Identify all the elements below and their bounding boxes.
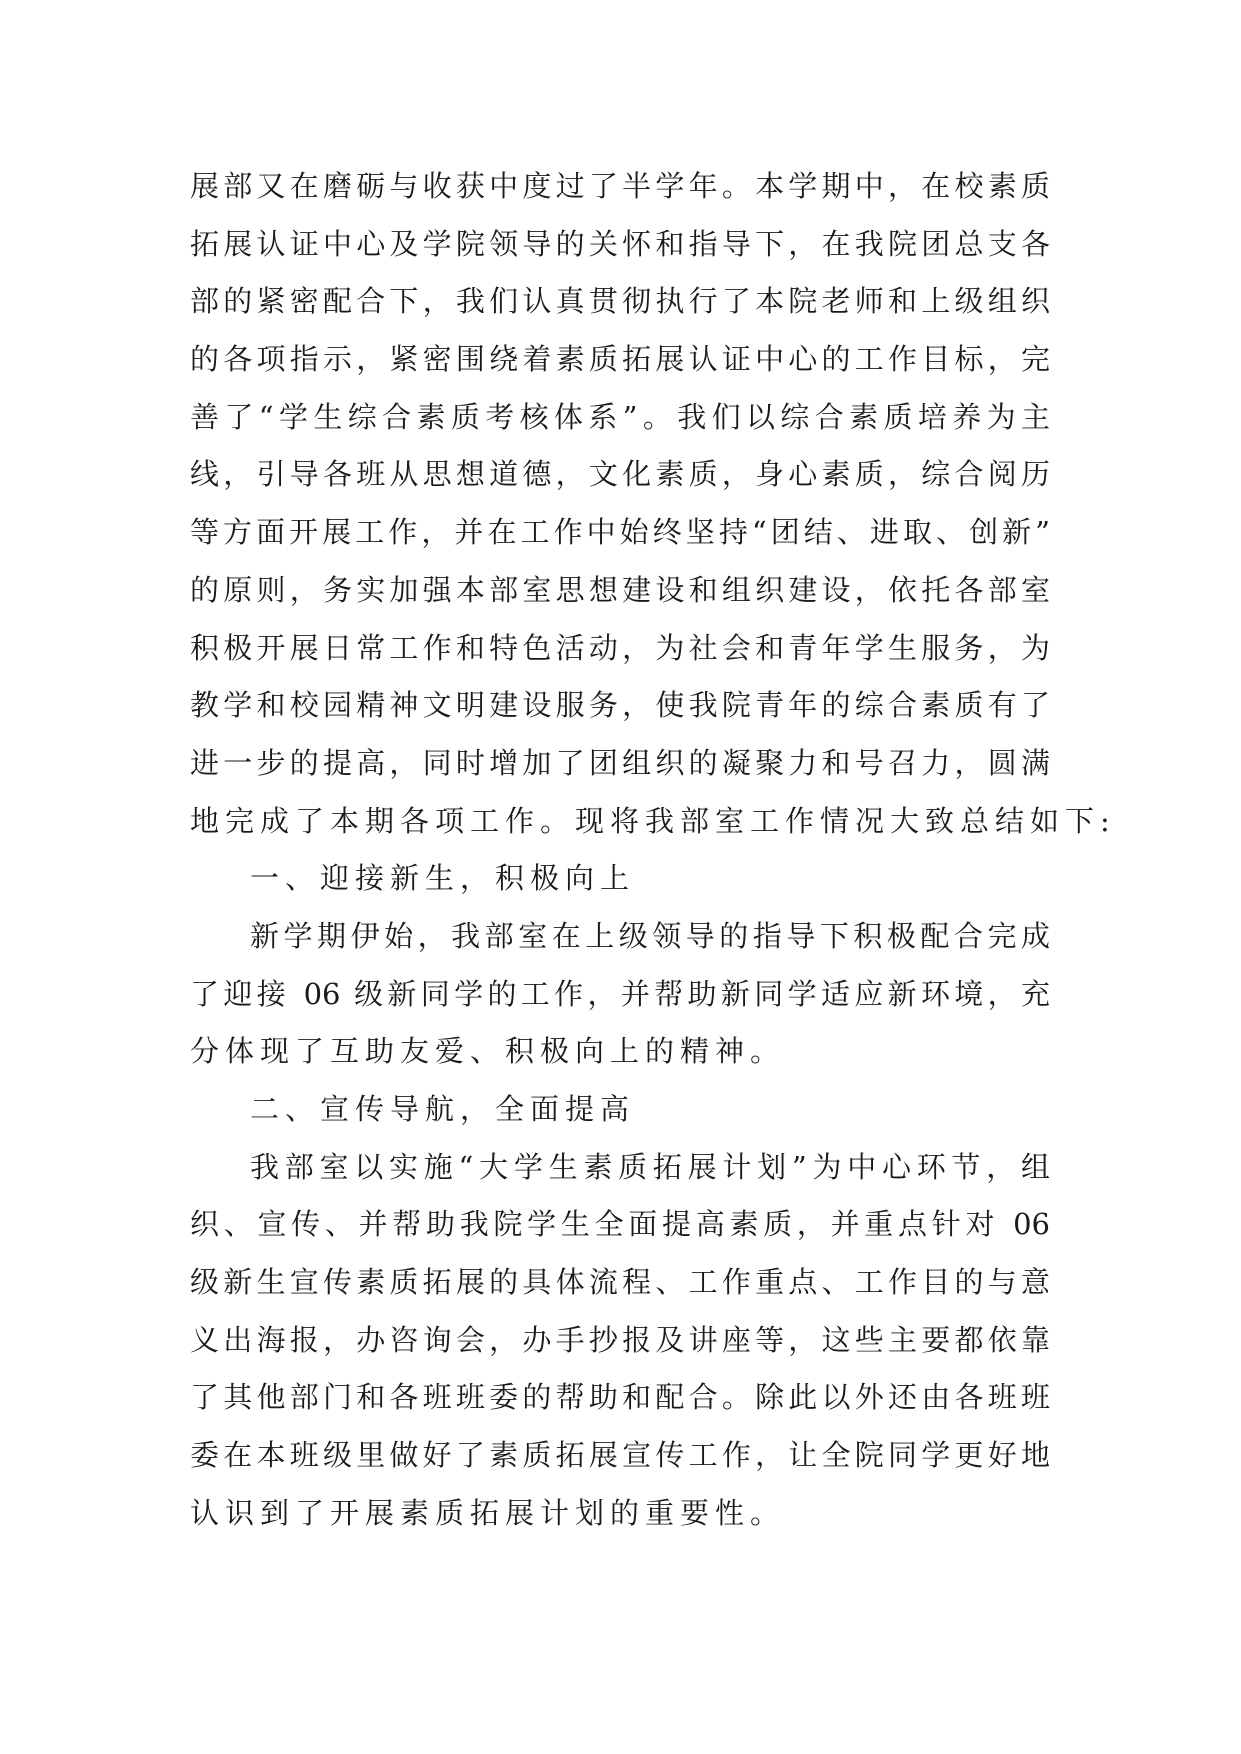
text-line: 地完成了本期各项工作。现将我部室工作情况大致总结如下: xyxy=(190,803,1116,838)
text-line: 善了“学生综合素质考核体系”。我们以综合素质培养为主 xyxy=(190,399,1050,434)
text-line: 进一步的提高，同时增加了团组织的凝聚力和号召力，圆满 xyxy=(190,745,1050,780)
section-heading-1 xyxy=(190,850,1050,908)
section-1-paragraph xyxy=(190,908,1050,1081)
text-line: 部的紧密配合下，我们认真贯彻执行了本院老师和上级组织 xyxy=(190,284,1050,319)
text-line: 等方面开展工作，并在工作中始终坚持“团结、进取、创新” xyxy=(190,515,1050,550)
text-line: 义出海报，办咨询会，办手抄报及讲座等，这些主要都依靠 xyxy=(190,1322,1050,1357)
text-line: 了迎接 06 级新同学的工作，并帮助新同学适应新环境，充 xyxy=(190,976,1050,1011)
text-line: 的原则，务实加强本部室思想建设和组织建设，依托各部室 xyxy=(190,572,1050,607)
text-line: 教学和校园精神文明建设服务，使我院青年的综合素质有了 xyxy=(190,688,1050,723)
text-line: 新学期伊始，我部室在上级领导的指导下积极配合完成 xyxy=(250,918,1050,953)
text-line: 线，引导各班从思想道德，文化素质，身心素质，综合阅历 xyxy=(190,457,1050,492)
text-line: 了其他部门和各班班委的帮助和配合。除此以外还由各班班 xyxy=(190,1380,1050,1415)
text-line: 的各项指示，紧密围绕着素质拓展认证中心的工作目标，完 xyxy=(190,342,1050,377)
text-line: 认识到了开展素质拓展计划的重要性。 xyxy=(190,1495,786,1530)
text-line: 一、迎接新生，积极向上 xyxy=(250,861,636,896)
section-2-paragraph xyxy=(190,1139,1050,1543)
text-line: 拓展认证中心及学院领导的关怀和指导下，在我院团总支各 xyxy=(190,226,1050,261)
text-line: 分体现了互助友爱、积极向上的精神。 xyxy=(190,1034,786,1069)
text-line: 委在本班级里做好了素质拓展宣传工作，让全院同学更好地 xyxy=(190,1438,1050,1473)
text-line: 二、宣传导航，全面提高 xyxy=(250,1092,636,1126)
text-line: 织、宣传、并帮助我院学生全面提高素质，并重点针对 06 xyxy=(190,1207,1050,1242)
intro-paragraph xyxy=(190,158,1116,850)
text-line: 积极开展日常工作和特色活动，为社会和青年学生服务，为 xyxy=(190,630,1050,665)
text-line: 展部又在磨砺与收获中度过了半学年。本学期中，在校素质 xyxy=(190,169,1050,203)
section-heading-2 xyxy=(190,1081,1050,1139)
document-body xyxy=(190,158,1116,1543)
text-line: 级新生宣传素质拓展的具体流程、工作重点、工作目的与意 xyxy=(190,1265,1050,1300)
text-line: 我部室以实施“大学生素质拓展计划”为中心环节，组 xyxy=(250,1149,1050,1184)
